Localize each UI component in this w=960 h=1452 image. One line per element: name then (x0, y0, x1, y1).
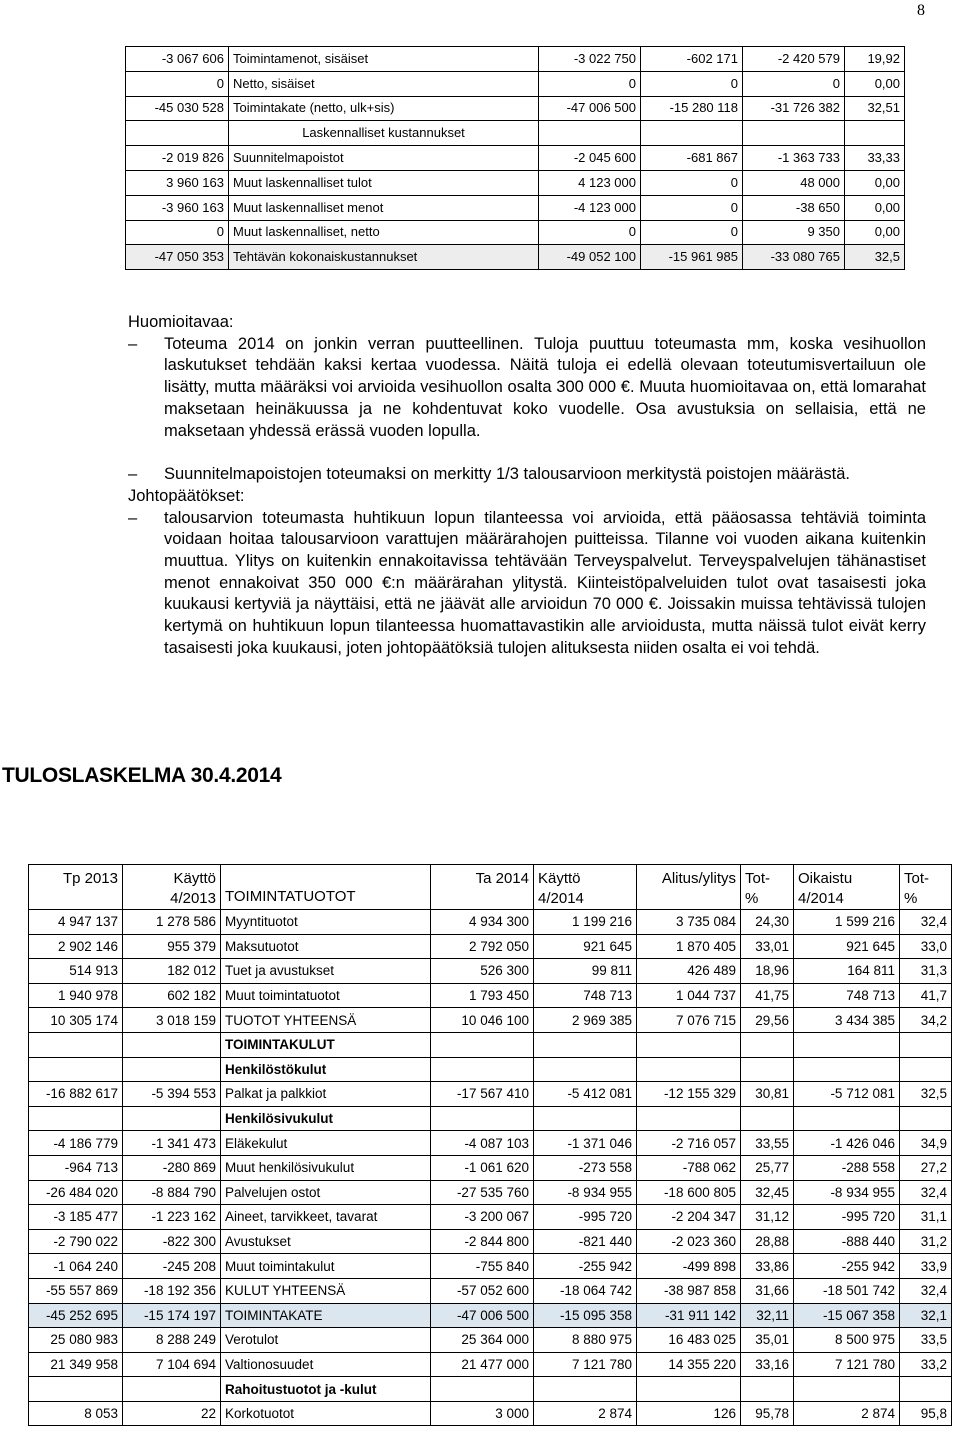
cell-value: 1 199 216 (534, 910, 637, 935)
cell-value: -995 720 (794, 1205, 900, 1230)
cell-value: -33 080 765 (743, 245, 845, 270)
cell-value: -1 061 620 (431, 1155, 534, 1180)
header-tot2: Tot- % (900, 865, 952, 910)
cell-value: -12 155 329 (637, 1082, 741, 1107)
cell-value: 1 940 978 (29, 983, 123, 1008)
row-label: Muut laskennalliset, netto (229, 220, 539, 245)
table-row (126, 195, 905, 220)
cell-value: 7 121 780 (534, 1352, 637, 1377)
cell-value: 32,4 (900, 910, 952, 935)
cell-value: 31,1 (900, 1205, 952, 1230)
cell-value: 33,0 (900, 934, 952, 959)
dash-bullet: – (128, 334, 138, 353)
row-label: Tehtävän kokonaiskustannukset (229, 245, 539, 270)
table-row (29, 1155, 952, 1180)
cell-value (123, 1057, 221, 1082)
row-label: KULUT YHTEENSÄ (221, 1278, 431, 1303)
row-label: Aineet, tarvikkeet, tavarat (221, 1205, 431, 1230)
row-label: Netto, sisäiset (229, 71, 539, 96)
table-row (29, 1008, 952, 1033)
cell-value: 0,00 (845, 220, 905, 245)
cell-value: 21 349 958 (29, 1352, 123, 1377)
cell-value: -15 095 358 (534, 1303, 637, 1328)
table-row (29, 1401, 952, 1426)
table-row (29, 1328, 952, 1353)
row-label: Palkat ja palkkiot (221, 1082, 431, 1107)
cell-value: -1 341 473 (123, 1131, 221, 1156)
row-label: Maksutuotot (221, 934, 431, 959)
cell-value: -1 426 046 (794, 1131, 900, 1156)
row-label: Laskennalliset kustannukset (229, 121, 539, 146)
cell-value: 2 874 (534, 1401, 637, 1426)
cell-value: 34,2 (900, 1008, 952, 1033)
cell-value: 3 960 163 (126, 170, 229, 195)
table-row (126, 170, 905, 195)
cell-value: -38 987 858 (637, 1278, 741, 1303)
table-row (29, 1303, 952, 1328)
cell-value: 18,96 (741, 959, 794, 984)
conclusion-item (128, 508, 926, 660)
table-row (29, 1254, 952, 1279)
cell-value (900, 1057, 952, 1082)
cell-value (741, 1377, 794, 1402)
note-item (128, 334, 926, 443)
cell-value: -26 484 020 (29, 1180, 123, 1205)
cell-value: -15 067 358 (794, 1303, 900, 1328)
cell-value: 32,4 (900, 1278, 952, 1303)
cell-value: 0 (641, 195, 743, 220)
row-label: Palvelujen ostot (221, 1180, 431, 1205)
cell-value (794, 1377, 900, 1402)
cell-value: 16 483 025 (637, 1328, 741, 1353)
cell-value: -3 200 067 (431, 1205, 534, 1230)
row-label: Muut laskennalliset menot (229, 195, 539, 220)
cell-value: 10 305 174 (29, 1008, 123, 1033)
cell-value: -18 064 742 (534, 1278, 637, 1303)
cell-value: -3 185 477 (29, 1205, 123, 1230)
cell-value: 921 645 (794, 934, 900, 959)
cell-value: 0 (126, 71, 229, 96)
cell-value: 99 811 (534, 959, 637, 984)
cell-value (741, 1032, 794, 1057)
header-ta2014: Ta 2014 (431, 865, 534, 910)
table-row (126, 245, 905, 270)
table-row (126, 146, 905, 171)
cell-value (534, 1032, 637, 1057)
cell-value: 8 288 249 (123, 1328, 221, 1353)
cell-value: 426 489 (637, 959, 741, 984)
cell-value: 4 947 137 (29, 910, 123, 935)
notes-section (128, 312, 926, 660)
row-label: Valtionosuudet (221, 1352, 431, 1377)
row-label: Muut laskennalliset tulot (229, 170, 539, 195)
cell-value: 32,5 (900, 1082, 952, 1107)
cell-value: 27,2 (900, 1155, 952, 1180)
cell-value: 32,45 (741, 1180, 794, 1205)
row-label: TOIMINTAKULUT (221, 1032, 431, 1057)
table-row (29, 1205, 952, 1230)
cell-value: -16 882 617 (29, 1082, 123, 1107)
cell-value: 0,00 (845, 195, 905, 220)
table-row (29, 983, 952, 1008)
row-label: Tuet ja avustukset (221, 959, 431, 984)
dash-bullet: – (128, 508, 138, 527)
cell-value: 602 182 (123, 983, 221, 1008)
cell-value: 748 713 (794, 983, 900, 1008)
cell-value: -8 884 790 (123, 1180, 221, 1205)
cell-value: -2 204 347 (637, 1205, 741, 1230)
table-row (29, 1106, 952, 1131)
cell-value (637, 1057, 741, 1082)
cell-value: 32,4 (900, 1180, 952, 1205)
cell-value: 0,00 (845, 170, 905, 195)
cell-value: -2 023 360 (637, 1229, 741, 1254)
cell-value: 7 104 694 (123, 1352, 221, 1377)
table-row (29, 1082, 952, 1107)
cell-value: 22 (123, 1401, 221, 1426)
cell-value (126, 121, 229, 146)
cell-value: -273 558 (534, 1155, 637, 1180)
cell-value: 31,12 (741, 1205, 794, 1230)
cell-value: -888 440 (794, 1229, 900, 1254)
row-label: Eläkekulut (221, 1131, 431, 1156)
cell-value: -31 726 382 (743, 96, 845, 121)
cell-value (29, 1377, 123, 1402)
cell-value: -788 062 (637, 1155, 741, 1180)
cell-value: 0 (539, 71, 641, 96)
cell-value: -3 067 606 (126, 47, 229, 72)
cell-value: -4 087 103 (431, 1131, 534, 1156)
note-item (128, 464, 926, 486)
cell-value: 33,5 (900, 1328, 952, 1353)
cell-value: 1 870 405 (637, 934, 741, 959)
cell-value: 748 713 (534, 983, 637, 1008)
cell-value: 8 053 (29, 1401, 123, 1426)
header-section: TOIMINTATUOTOT (221, 865, 431, 910)
cell-value: 3 018 159 (123, 1008, 221, 1033)
header-tp2013: Tp 2013 (29, 865, 123, 910)
cell-value: -5 412 081 (534, 1082, 637, 1107)
cell-value: 33,9 (900, 1254, 952, 1279)
cell-value: 7 121 780 (794, 1352, 900, 1377)
note-text: Toteuma 2014 on jonkin verran puutteellinen. Tuloja puuttuu toteumasta mm, koska vesihuollon laskutukset tehdään kaksi kertaa vuodessa. Näitä tuloja ei edellä olevaan toteutumisvertailuun ole lisätty, mutta määräksi voi arvioida vesihuollon osalta 300 000 €. Muuta huomioitavaa on, että lomarahat maksetaan heinäkuussa ja ne kohdentuvat koko vuodelle. Osa avustuksia on sellaisia, että ne maksetaan yhdessä erässä vuoden lopulla. (164, 334, 926, 440)
cell-value: 32,5 (845, 245, 905, 270)
cell-value: -4 123 000 (539, 195, 641, 220)
cell-value (431, 1377, 534, 1402)
table-row (29, 1131, 952, 1156)
cell-value: 514 913 (29, 959, 123, 984)
table-row (29, 1032, 952, 1057)
cell-value: 921 645 (534, 934, 637, 959)
cell-value: 33,86 (741, 1254, 794, 1279)
cell-value: -5 712 081 (794, 1082, 900, 1107)
section-title: TULOSLASKELMA 30.4.2014 (2, 764, 282, 787)
dash-bullet: – (128, 465, 138, 484)
cell-value: -2 045 600 (539, 146, 641, 171)
cell-value: 19,92 (845, 47, 905, 72)
table-row (29, 1278, 952, 1303)
cell-value: 8 500 975 (794, 1328, 900, 1353)
cell-value: 526 300 (431, 959, 534, 984)
cell-value: -2 019 826 (126, 146, 229, 171)
cell-value: -3 960 163 (126, 195, 229, 220)
notes-heading: Huomioitavaa: (128, 313, 234, 331)
cell-value: 31,3 (900, 959, 952, 984)
cell-value: 3 000 (431, 1401, 534, 1426)
cell-value: -49 052 100 (539, 245, 641, 270)
table-header-row (29, 865, 952, 910)
cell-value: 95,78 (741, 1401, 794, 1426)
row-label: TOIMINTAKATE (221, 1303, 431, 1328)
cell-value: 955 379 (123, 934, 221, 959)
cell-value: -1 363 733 (743, 146, 845, 171)
cell-value: 41,75 (741, 983, 794, 1008)
cell-value: 33,16 (741, 1352, 794, 1377)
cell-value (29, 1057, 123, 1082)
note-text: Suunnitelmapoistojen toteumaksi on merkitty 1/3 talousarvioon merkitystä poistojen määrästä. (164, 465, 851, 484)
header-kaytto2013: Käyttö 4/2013 (123, 865, 221, 910)
row-label: Verotulot (221, 1328, 431, 1353)
cell-value: -280 869 (123, 1155, 221, 1180)
table-row (29, 1229, 952, 1254)
row-label: Myyntituotot (221, 910, 431, 935)
cell-value: 33,2 (900, 1352, 952, 1377)
cell-value: 2 792 050 (431, 934, 534, 959)
table-row (126, 220, 905, 245)
table-row (29, 1377, 952, 1402)
cell-value: 2 969 385 (534, 1008, 637, 1033)
cell-value: -964 713 (29, 1155, 123, 1180)
table-row (29, 910, 952, 935)
cell-value: 126 (637, 1401, 741, 1426)
cell-value (123, 1377, 221, 1402)
table-row (126, 121, 905, 146)
cell-value: 1 793 450 (431, 983, 534, 1008)
cell-value: -18 501 742 (794, 1278, 900, 1303)
cell-value: -288 558 (794, 1155, 900, 1180)
cell-value: 35,01 (741, 1328, 794, 1353)
cell-value: -47 050 353 (126, 245, 229, 270)
cell-value: -15 280 118 (641, 96, 743, 121)
cell-value (900, 1377, 952, 1402)
cell-value (637, 1032, 741, 1057)
cell-value: -2 716 057 (637, 1131, 741, 1156)
row-label: Muut toimintatuotot (221, 983, 431, 1008)
row-label: Toimintakate (netto, ulk+sis) (229, 96, 539, 121)
cell-value: -2 844 800 (431, 1229, 534, 1254)
cell-value (534, 1057, 637, 1082)
cell-value: -17 567 410 (431, 1082, 534, 1107)
cell-value: 32,51 (845, 96, 905, 121)
cell-value: -27 535 760 (431, 1180, 534, 1205)
cell-value: -8 934 955 (534, 1180, 637, 1205)
cell-value: 10 046 100 (431, 1008, 534, 1033)
cell-value: -255 942 (534, 1254, 637, 1279)
row-label: Henkilöstökulut (221, 1057, 431, 1082)
cell-value: -18 600 805 (637, 1180, 741, 1205)
income-statement-table (28, 864, 952, 1426)
cell-value (741, 1106, 794, 1131)
row-label: Muut henkilösivukulut (221, 1155, 431, 1180)
header-tot1: Tot- % (741, 865, 794, 910)
cell-value: -245 208 (123, 1254, 221, 1279)
row-label: Suunnitelmapoistot (229, 146, 539, 171)
cell-value: -821 440 (534, 1229, 637, 1254)
cell-value: 32,1 (900, 1303, 952, 1328)
cell-value: 48 000 (743, 170, 845, 195)
cell-value (29, 1106, 123, 1131)
cell-value: 1 044 737 (637, 983, 741, 1008)
cell-value: 25 364 000 (431, 1328, 534, 1353)
cell-value: -1 223 162 (123, 1205, 221, 1230)
table-row (29, 1180, 952, 1205)
conclusions-heading: Johtopäätökset: (128, 486, 245, 505)
table-row (29, 1352, 952, 1377)
cell-value: 0 (743, 71, 845, 96)
cell-value (539, 121, 641, 146)
cell-value: 41,7 (900, 983, 952, 1008)
cell-value: -1 064 240 (29, 1254, 123, 1279)
cell-value: 1 599 216 (794, 910, 900, 935)
row-label: Toimintamenot, sisäiset (229, 47, 539, 72)
cell-value: 9 350 (743, 220, 845, 245)
cell-value: -499 898 (637, 1254, 741, 1279)
cell-value: 31,2 (900, 1229, 952, 1254)
cell-value: 4 123 000 (539, 170, 641, 195)
cell-value: 0 (641, 170, 743, 195)
cell-value (123, 1106, 221, 1131)
cell-value: 25,77 (741, 1155, 794, 1180)
cell-value (431, 1032, 534, 1057)
cell-value: -55 557 869 (29, 1278, 123, 1303)
table-row (29, 1057, 952, 1082)
cell-value: -15 174 197 (123, 1303, 221, 1328)
cell-value: -755 840 (431, 1254, 534, 1279)
cell-value: -15 961 985 (641, 245, 743, 270)
page-number: 8 (917, 2, 925, 19)
cell-value: -5 394 553 (123, 1082, 221, 1107)
cell-value (431, 1057, 534, 1082)
cell-value: -255 942 (794, 1254, 900, 1279)
cell-value: 3 434 385 (794, 1008, 900, 1033)
cell-value: -47 006 500 (431, 1303, 534, 1328)
row-label: Henkilösivukulut (221, 1106, 431, 1131)
cell-value: 33,55 (741, 1131, 794, 1156)
cell-value: 7 076 715 (637, 1008, 741, 1033)
cell-value: 182 012 (123, 959, 221, 984)
cell-value (534, 1377, 637, 1402)
cell-value (641, 121, 743, 146)
cell-value: -2 420 579 (743, 47, 845, 72)
cell-value: 164 811 (794, 959, 900, 984)
cell-value: -995 720 (534, 1205, 637, 1230)
cell-value: -18 192 356 (123, 1278, 221, 1303)
cell-value: 34,9 (900, 1131, 952, 1156)
cell-value: -681 867 (641, 146, 743, 171)
table-row (29, 934, 952, 959)
header-alitus: Alitus/ylitys (637, 865, 741, 910)
cell-value: 1 278 586 (123, 910, 221, 935)
row-label: Avustukset (221, 1229, 431, 1254)
cost-summary-table (125, 46, 905, 270)
cell-value: -4 186 779 (29, 1131, 123, 1156)
header-kaytto2014: Käyttö 4/2014 (534, 865, 637, 910)
row-label: Muut toimintakulut (221, 1254, 431, 1279)
cell-value (29, 1032, 123, 1057)
table-row (126, 96, 905, 121)
cell-value: 31,66 (741, 1278, 794, 1303)
cell-value: 33,33 (845, 146, 905, 171)
cell-value: -602 171 (641, 47, 743, 72)
cell-value (845, 121, 905, 146)
row-label: TUOTOT YHTEENSÄ (221, 1008, 431, 1033)
cell-value: -31 911 142 (637, 1303, 741, 1328)
row-label: Korkotuotot (221, 1401, 431, 1426)
cell-value (431, 1106, 534, 1131)
cell-value (637, 1377, 741, 1402)
cell-value: 30,81 (741, 1082, 794, 1107)
cell-value: 2 874 (794, 1401, 900, 1426)
cell-value: 32,11 (741, 1303, 794, 1328)
cell-value: -8 934 955 (794, 1180, 900, 1205)
cell-value (743, 121, 845, 146)
cell-value: 0 (539, 220, 641, 245)
cell-value: 21 477 000 (431, 1352, 534, 1377)
table-row (126, 71, 905, 96)
cell-value: -45 252 695 (29, 1303, 123, 1328)
cell-value: 0 (641, 220, 743, 245)
cell-value: -3 022 750 (539, 47, 641, 72)
cell-value (534, 1106, 637, 1131)
cell-value: 33,01 (741, 934, 794, 959)
cell-value: 28,88 (741, 1229, 794, 1254)
cell-value: 4 934 300 (431, 910, 534, 935)
header-oikaistu: Oikaistu 4/2014 (794, 865, 900, 910)
row-label: Rahoitustuotot ja -kulut (221, 1377, 431, 1402)
cell-value: -38 650 (743, 195, 845, 220)
cell-value: -45 030 528 (126, 96, 229, 121)
cell-value (794, 1057, 900, 1082)
cell-value: -47 006 500 (539, 96, 641, 121)
cell-value: 8 880 975 (534, 1328, 637, 1353)
cell-value: 14 355 220 (637, 1352, 741, 1377)
cell-value: -1 371 046 (534, 1131, 637, 1156)
cell-value (741, 1057, 794, 1082)
cell-value (900, 1106, 952, 1131)
cell-value (794, 1032, 900, 1057)
cell-value (637, 1106, 741, 1131)
cell-value: 0,00 (845, 71, 905, 96)
cell-value (123, 1032, 221, 1057)
table-row (29, 959, 952, 984)
cell-value: 2 902 146 (29, 934, 123, 959)
cell-value: 95,8 (900, 1401, 952, 1426)
cell-value: -57 052 600 (431, 1278, 534, 1303)
conclusion-text: talousarvion toteumasta huhtikuun lopun tilanteessa voi arvioida, että pääosassa tehtäviä toiminta voidaan hoitaa talousarvioon varattujen määrärahojen puitteissa. Tilanne voi vuoden aikana kuitenkin muuttua. Ylitys on kuitenkin ennakoitavissa tehtävään Terveyspalvelut. Terveyspalvelujen tähänastiset menot ennakoivat 350 000 €:n määrärahan ylitystä. Kiinteistöpalveluiden tulot ovat tasaisesti joka kuukausi kertyviä ja näyttäisi, että ne jäävät alle arvioidun 70 000 €. Joissakin muissa tehtävissä tulojen kertymä on huhtikuun lopun tilanteessa huomattavastikin alle arvioidusta, mutta näissä tulot eivät kerry tasaisesti joka kuukausi, joten johtopäätöksiä tulojen alituksesta niiden osalta ei voi tehdä. (164, 508, 926, 657)
cell-value: -2 790 022 (29, 1229, 123, 1254)
cell-value: -822 300 (123, 1229, 221, 1254)
cell-value: 0 (641, 71, 743, 96)
cell-value: 29,56 (741, 1008, 794, 1033)
cell-value: 3 735 084 (637, 910, 741, 935)
cell-value: 24,30 (741, 910, 794, 935)
cell-value: 25 080 983 (29, 1328, 123, 1353)
cell-value (900, 1032, 952, 1057)
table-row (126, 47, 905, 72)
cell-value (794, 1106, 900, 1131)
cell-value: 0 (126, 220, 229, 245)
